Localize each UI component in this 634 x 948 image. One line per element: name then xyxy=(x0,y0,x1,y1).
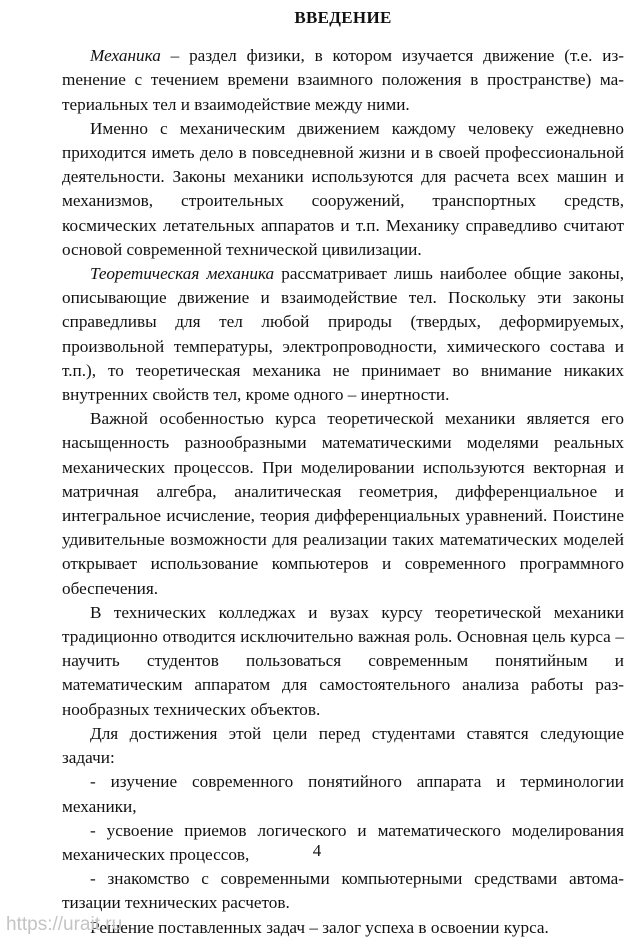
source-watermark: https://urait.ru xyxy=(6,914,123,935)
section-title: ВВЕДЕНИЕ xyxy=(294,8,392,27)
paragraph-tasks-intro: Для достижения этой цели перед студентами ставятся следующие задачи: xyxy=(62,723,624,768)
term-theoretical-mechanics: Теоретическая механика xyxy=(90,264,275,284)
paragraph-mechanics-definition xyxy=(62,44,624,117)
term-mechanics: Механика xyxy=(90,46,161,66)
paragraph-math-models: Важной особенностью курса теоретической механики является его насыщенность разнообразными математическими моделями реальных механических процессов. При моделировании используются векторная и матричная алгебра, аналитическая геометрия, дифференциальное и интегральное исчисление, теория дифференциальных уравнений. Поистине удивительные возможности для реализации таких математических моделей открывает использование компьютеров и современного программного обеспечения. xyxy=(62,409,624,598)
paragraph-conclusion: Решение поставленных задач – залог успеха в освоении курса. xyxy=(90,917,549,937)
paragraph-course-role: В технических колледжах и вузах курсу теоретической механики традиционно отводится исключительно важная роль. Основная цель курса – научить студентов пользоваться современным понятийным и математическим аппаратом для самостоятельного анализа работы разнообразных технических объектов. xyxy=(62,602,624,719)
list-item-task-3: - знакомство с современными компьютерными средствами автоматизации технических расчетов. xyxy=(62,869,624,913)
page-number: 4 xyxy=(312,841,322,860)
document-page xyxy=(62,6,624,940)
list-item-task-2: - усвоение приемов логического и математического моделирования механических процессов, xyxy=(62,820,624,864)
paragraph-text: – раздел физики, в котором изучается движение (т.е. изmенение с течением времени взаимного положения в пространстве) материальных тел и взаимодействие между ними. xyxy=(62,46,624,114)
paragraph-theoretical-mechanics xyxy=(62,262,624,407)
list-item-task-1: - изучение современного понятийного аппарата и терминологии механики, xyxy=(62,772,624,816)
paragraph-everyday-mechanics: Именно с механическим движением каждому человеку ежедневно приходится иметь дело в повседневной жизни и в своей профессиональной деятельности. Законы механики используются для расчета всех машин и механизмов, строительных сооружений, транспортных средств, космических летательных аппаратов и т.п. Механику справедливо считают основой современной технической цивилизации. xyxy=(62,118,624,259)
paragraph-text: рассматривает лишь наиболее общие законы, описывающие движение и взаимодействие тел. Поскольку эти законы справедливы для тел любой природы (твердых, деформируемых, произвольной температуры, электропроводности, химического состава и т.п.), то теоретическая механика не принимает во внимание никаких внутренних свойств тел, кроме одного – инертности. xyxy=(62,264,624,405)
